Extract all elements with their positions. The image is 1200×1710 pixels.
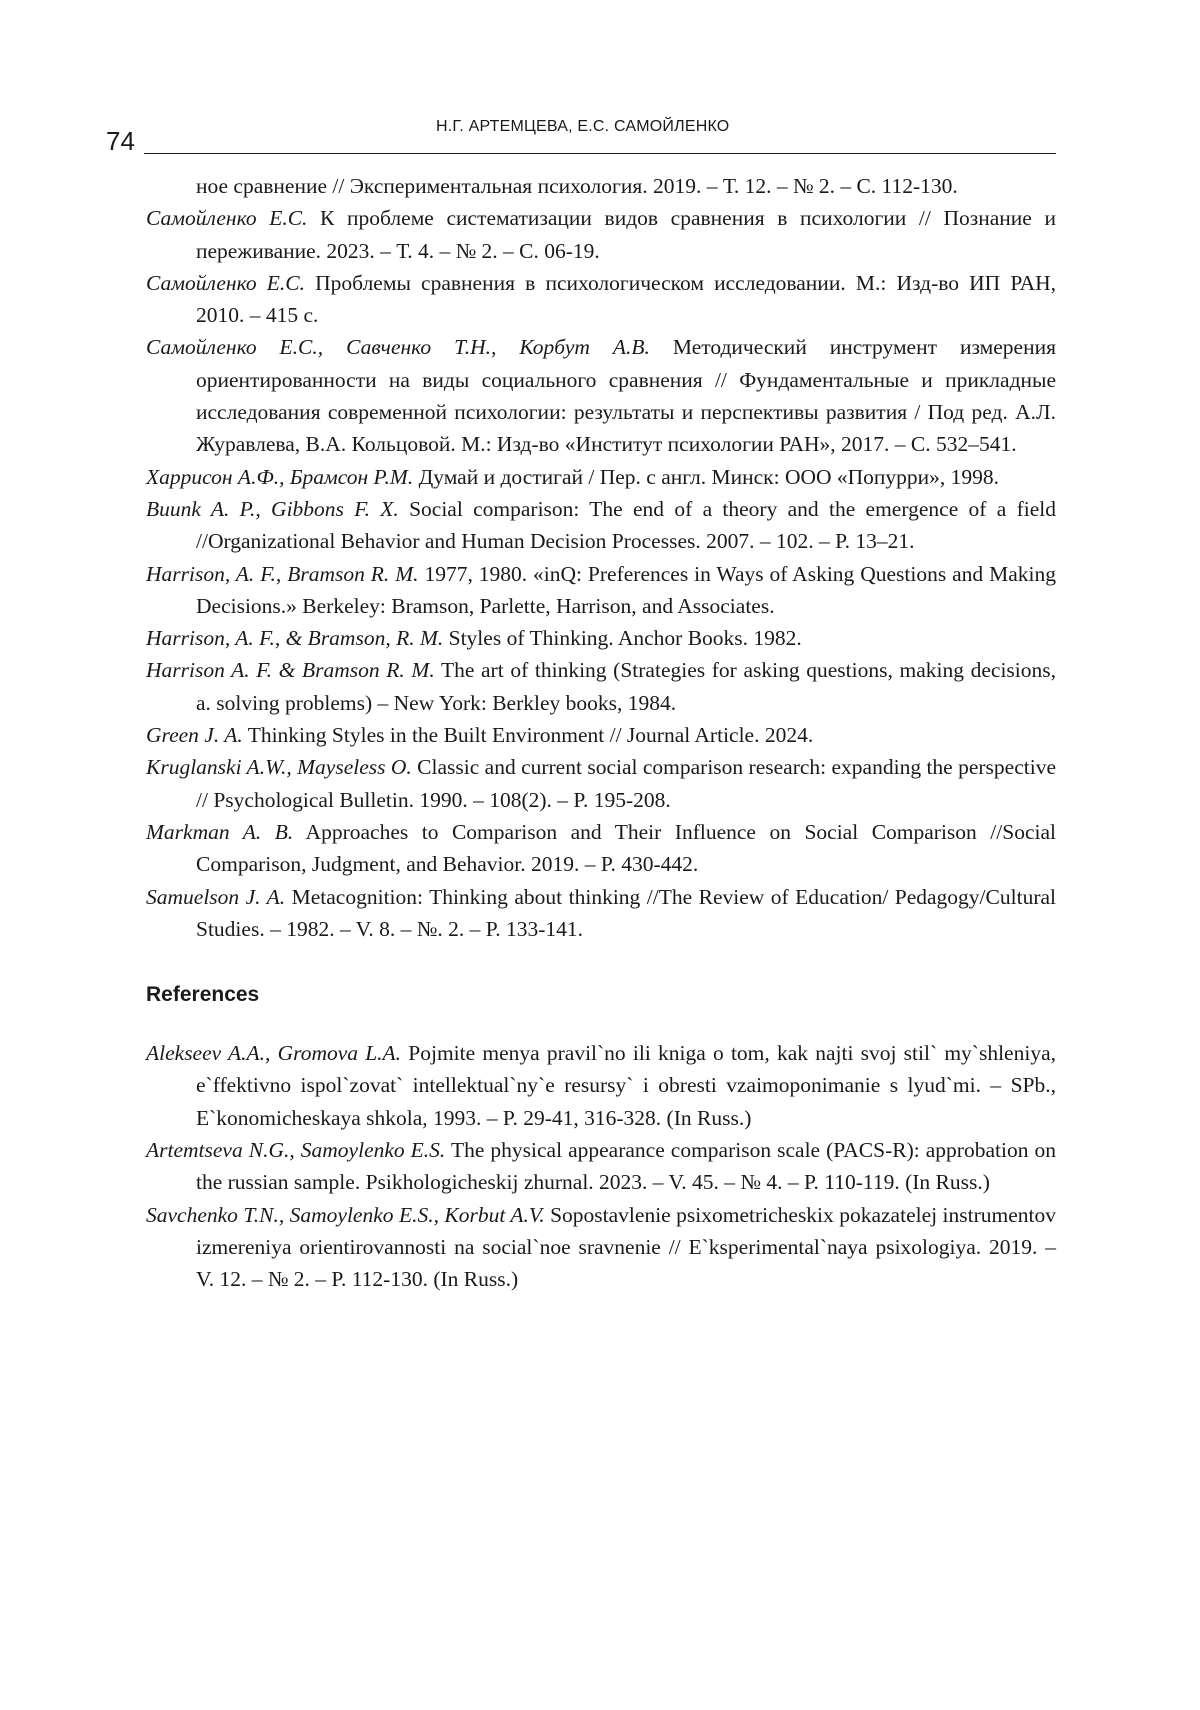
entry-text: Thinking Styles in the Built Environment // Journal Article. 2024. bbox=[242, 723, 814, 748]
bibliography-entry bbox=[146, 816, 1056, 881]
entry-author: Harrison, A. F., Bramson R. M. bbox=[146, 561, 419, 586]
entry-author: Alekseev A.A., Gromova L.A. bbox=[146, 1041, 402, 1066]
bibliography-entry bbox=[146, 654, 1056, 719]
entry-author: Buunk A. P., Gibbons F. X. bbox=[146, 496, 399, 521]
bibliography-entry bbox=[146, 331, 1056, 460]
entry-text: Styles of Thinking. Anchor Books. 1982. bbox=[443, 626, 802, 651]
entry-text: The physical appearance comparison scale (PACS-R): approbation on the russian sample. Psikhologicheskij zhurnal. 2023. – V. 45. – № 4. – P. 110-119. (In Russ.) bbox=[196, 1138, 1056, 1195]
bibliography-entry bbox=[146, 719, 1056, 751]
entry-text: Metacognition: Thinking about thinking //The Review of Education/ Pedagogy/Cultural Studies. – 1982. – V. 8. – №. 2. – P. 133-141. bbox=[196, 884, 1056, 941]
entry-author: Harrison A. F. & Bramson R. M. bbox=[146, 658, 435, 683]
reference-entry bbox=[146, 1037, 1056, 1134]
entry-text: Social comparison: The end of a theory and the emergence of a field //Organizational Behavior and Human Decision Processes. 2007. – 102. – P. 13–21. bbox=[196, 496, 1056, 554]
bibliography-entry bbox=[146, 881, 1056, 946]
running-head: Н.Г. АРТЕМЦЕВА, Е.С. САМОЙЛЕНКО bbox=[436, 118, 730, 135]
entry-text: The art of thinking (Strategies for asking questions, making decisions, a. solving problems) – New York: Berkley books, 1984. bbox=[196, 658, 1056, 715]
references-list bbox=[146, 1037, 1056, 1295]
entry-text: К проблеме систематизации видов сравнения в психологии // Познание и переживание. 2023. – Т. 4. – № 2. – С. 06-19. bbox=[196, 206, 1056, 263]
bibliography-entry bbox=[146, 267, 1056, 332]
reference-entry bbox=[146, 1199, 1056, 1296]
entry-author: Харрисон А.Ф., Брамсон Р.М. bbox=[146, 464, 414, 489]
entry-author: Green J. A. bbox=[146, 723, 243, 748]
entry-author: Самойленко Е.С. bbox=[146, 206, 308, 231]
entry-author: Самойленко Е.С., Савченко Т.Н., Корбут А.В. bbox=[146, 335, 650, 360]
entry-author: Samuelson J. A. bbox=[146, 884, 286, 909]
bibliography bbox=[146, 170, 1056, 1296]
bibliography-entry bbox=[146, 202, 1056, 267]
page-number: 74 bbox=[106, 126, 135, 156]
entry-text: Sopostavlenie psixometricheskix pokazatelej instrumentov izmereniya orientirovannosti na social`noe sravnenie // E`ksperimental`naya psixologiya. 2019. – V. 12. – № 2. – P. 112-130. (In Russ.) bbox=[196, 1202, 1057, 1292]
entry-author: Savchenko T.N., Samoylenko E.S., Korbut A.V. bbox=[146, 1202, 545, 1227]
bibliography-list bbox=[146, 202, 1056, 945]
entry-text: Pojmite menya pravil`no ili kniga o tom, kak najti svoj stil` my`shleniya, e`ffektivno ispol`zovat` intellektual`ny`e resursy` i obresti vzaimoponimanie s lyud`mi. – SPb., E`konomicheskaya shkola, 1993. – P. 29-41, 316-328. (In Russ.) bbox=[196, 1041, 1056, 1130]
entry-author: Markman A. B. bbox=[146, 819, 294, 844]
page-header bbox=[106, 112, 1056, 156]
references-heading: References bbox=[146, 983, 260, 1007]
entry-text: Думай и достигай / Пер. с англ. Минск: ООО «Попурри», 1998. bbox=[413, 464, 1000, 489]
bibliography-entry bbox=[146, 493, 1056, 558]
bibliography-entry bbox=[146, 622, 1056, 654]
entry-text: Classic and current social comparison research: expanding the perspective // Psychological Bulletin. 1990. – 108(2). – P. 195-208. bbox=[196, 755, 1056, 812]
entry-author: Harrison, A. F., & Bramson, R. M. bbox=[146, 626, 444, 651]
bibliography-continuation: ное сравнение // Экспериментальная психология. 2019. – Т. 12. – № 2. – С. 112-130. bbox=[196, 174, 958, 198]
bibliography-entry bbox=[146, 558, 1056, 623]
entry-author: Самойленко Е.С. bbox=[146, 270, 305, 295]
bibliography-entry bbox=[146, 461, 1056, 493]
entry-author: Kruglanski A.W., Mayseless O. bbox=[146, 755, 412, 780]
reference-entry bbox=[146, 1134, 1056, 1199]
entry-text: Approaches to Comparison and Their Influence on Social Comparison //Social Comparison, Judgment, and Behavior. 2019. – P. 430-442. bbox=[196, 819, 1056, 877]
entry-text: Проблемы сравнения в психологическом исследовании. М.: Изд-во ИП РАН, 2010. – 415 с. bbox=[196, 270, 1056, 328]
bibliography-entry bbox=[146, 751, 1056, 816]
entry-text: Методический инструмент измерения ориентированности на виды социального сравнения // Фундаментальные и прикладные исследования современной психологии: результаты и перспективы развития / Под ред. А.Л. Журавлева, В.А. Кольцовой. М.: Изд-во «Институт психологии РАН», 2017. – С. 532–541. bbox=[196, 335, 1057, 457]
entry-text: 1977, 1980. «inQ: Preferences in Ways of Asking Questions and Making Decisions.» Berkeley: Bramson, Parlette, Harrison, and Associates. bbox=[196, 561, 1056, 618]
header-rule bbox=[144, 153, 1056, 154]
entry-author: Artemtseva N.G., Samoylenko E.S. bbox=[146, 1138, 446, 1163]
